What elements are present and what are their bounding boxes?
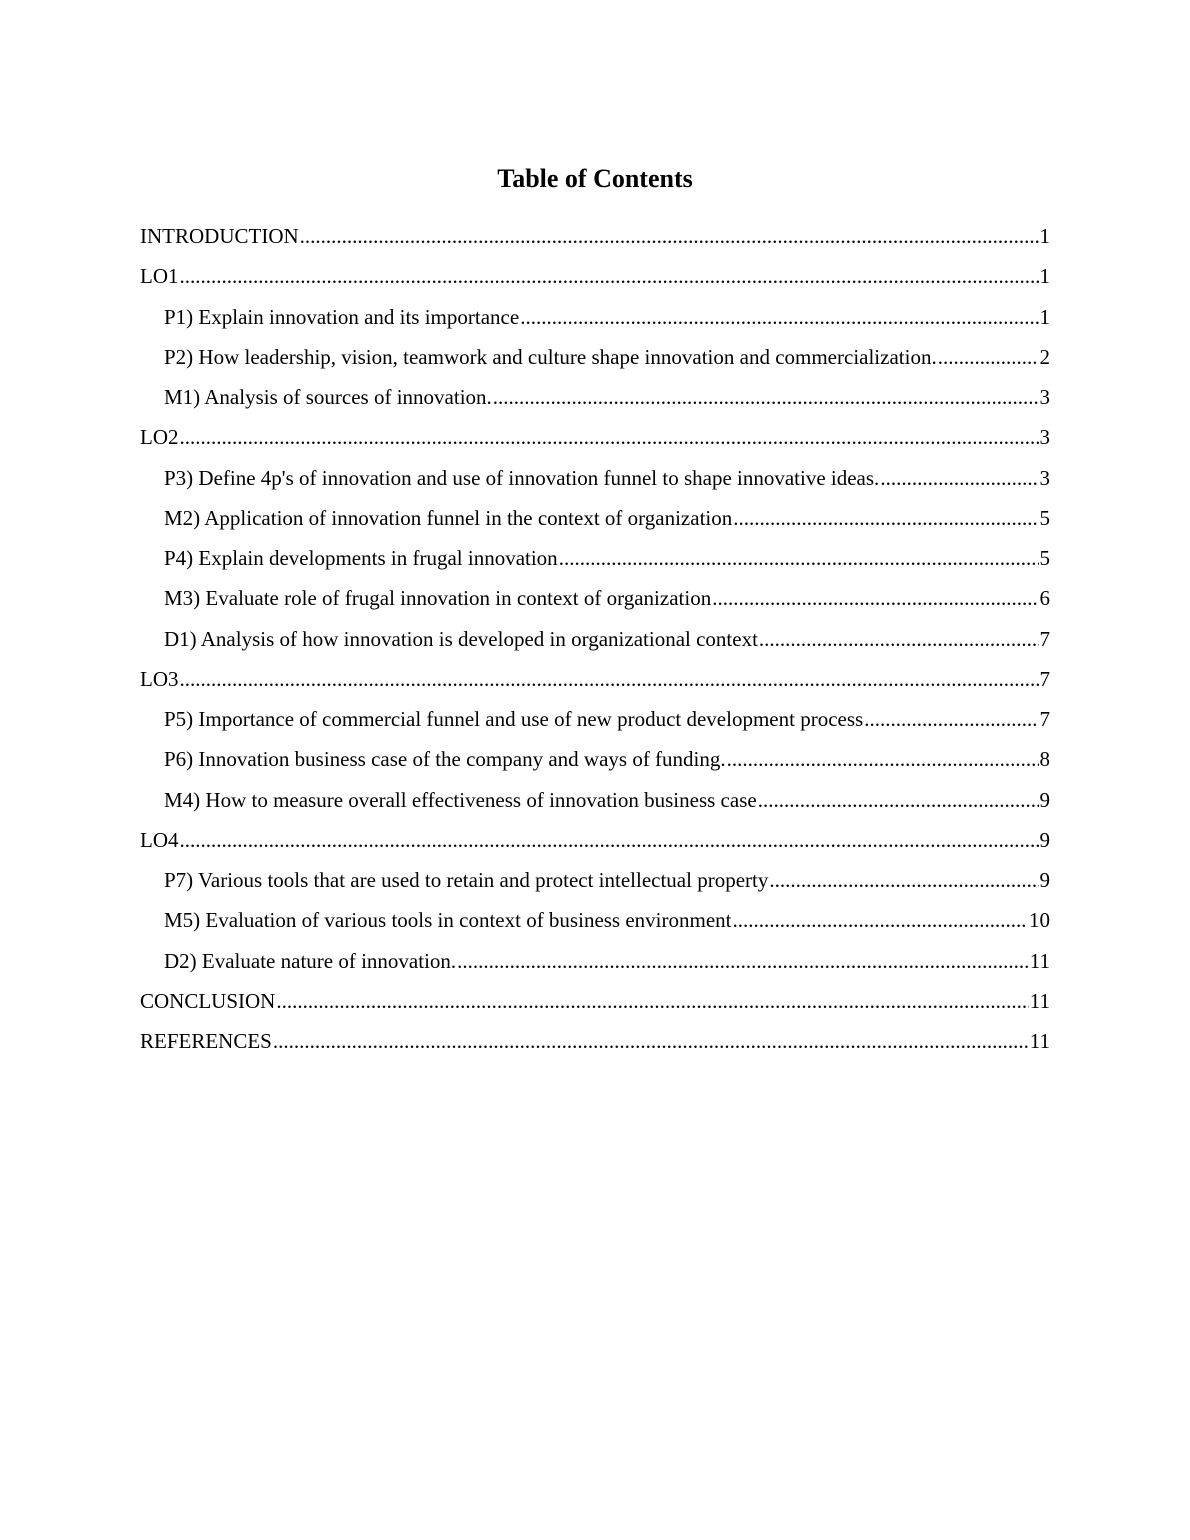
toc-entry-label: M3) Evaluate role of frugal innovation in context of organization — [164, 586, 712, 611]
toc-entry-page: 3 — [1039, 465, 1050, 490]
toc-entry-m5[interactable] — [140, 900, 1050, 940]
toc-entry-p7[interactable] — [140, 860, 1050, 900]
toc-entry-label: M5) Evaluation of various tools in context of business environment — [164, 908, 732, 933]
toc-entry-m2[interactable] — [140, 498, 1050, 538]
toc-leader-dots — [300, 216, 1039, 256]
toc-entry-lo2[interactable] — [140, 417, 1050, 457]
toc-entry-m4[interactable] — [140, 780, 1050, 820]
toc-entry-m3[interactable] — [140, 578, 1050, 618]
toc-leader-dots — [938, 337, 1039, 377]
toc-leader-dots — [520, 297, 1038, 337]
toc-entry-lo3[interactable] — [140, 659, 1050, 699]
toc-entry-d2[interactable] — [140, 941, 1050, 981]
toc-entry-references[interactable] — [140, 1021, 1050, 1061]
toc-entry-label: P2) How leadership, vision, teamwork and culture shape innovation and commercialization. — [164, 344, 937, 369]
toc-entry-page: 3 — [1039, 425, 1050, 450]
toc-entry-page: 11 — [1029, 988, 1050, 1013]
toc-list — [140, 216, 1050, 1061]
toc-leader-dots — [276, 981, 1028, 1021]
toc-leader-dots — [559, 538, 1039, 578]
toc-entry-page: 5 — [1039, 546, 1050, 570]
toc-entry-page: 7 — [1039, 666, 1050, 691]
toc-leader-dots — [733, 498, 1038, 538]
toc-leader-dots — [758, 780, 1039, 820]
toc-entry-label: CONCLUSION — [140, 988, 276, 1013]
toc-leader-dots — [180, 256, 1039, 296]
toc-entry-label: P7) Various tools that are used to retain and protect intellectual property — [164, 868, 769, 892]
toc-entry-introduction[interactable] — [140, 216, 1050, 256]
toc-entry-m1[interactable] — [140, 377, 1050, 417]
toc-entry-page: 9 — [1039, 787, 1050, 812]
toc-entry-page: 1 — [1039, 304, 1050, 329]
toc-entry-page: 1 — [1039, 224, 1050, 248]
toc-entry-page: 7 — [1039, 626, 1050, 651]
toc-entry-page: 5 — [1039, 505, 1050, 530]
toc-entry-label: P6) Innovation business case of the company and ways of funding. — [164, 747, 726, 772]
toc-entry-lo1[interactable] — [140, 256, 1050, 296]
toc-leader-dots — [880, 458, 1038, 498]
toc-entry-label: LO1 — [140, 264, 179, 289]
toc-leader-dots — [180, 659, 1039, 699]
toc-entry-label: LO3 — [140, 666, 179, 691]
toc-entry-label: P1) Explain innovation and its importance — [164, 304, 520, 329]
toc-entry-p2[interactable] — [140, 337, 1050, 377]
toc-leader-dots — [457, 941, 1029, 981]
toc-leader-dots — [759, 619, 1039, 659]
toc-entry-page: 10 — [1029, 908, 1050, 933]
toc-entry-p3[interactable] — [140, 458, 1050, 498]
toc-leader-dots — [273, 1021, 1029, 1061]
toc-entry-page: 7 — [1039, 707, 1050, 731]
toc-entry-page: 1 — [1039, 264, 1050, 289]
toc-entry-label: P3) Define 4p's of innovation and use of innovation funnel to shape innovative ideas. — [164, 465, 880, 490]
toc-entry-label: P4) Explain developments in frugal innovation — [164, 546, 558, 570]
toc-entry-label: D2) Evaluate nature of innovation. — [164, 948, 457, 973]
toc-entry-p6[interactable] — [140, 739, 1050, 779]
toc-entry-page: 11 — [1029, 1029, 1050, 1053]
toc-entry-label: D1) Analysis of how innovation is developed in organizational context — [164, 626, 758, 651]
toc-entry-p1[interactable] — [140, 297, 1050, 337]
toc-leader-dots — [864, 699, 1038, 739]
toc-entry-label: LO4 — [140, 827, 179, 852]
toc-entry-page: 9 — [1039, 827, 1050, 852]
toc-entry-page: 9 — [1039, 868, 1050, 892]
toc-leader-dots — [493, 377, 1039, 417]
toc-title: Table of Contents — [497, 164, 693, 193]
toc-entry-p4[interactable] — [140, 538, 1050, 578]
toc-entry-label: LO2 — [140, 425, 179, 450]
toc-entry-label: P5) Importance of commercial funnel and use of new product development process — [164, 707, 864, 731]
toc-entry-lo4[interactable] — [140, 820, 1050, 860]
toc-leader-dots — [180, 417, 1039, 457]
toc-entry-label: M4) How to measure overall effectiveness of innovation business case — [164, 787, 757, 812]
toc-entry-page: 2 — [1039, 344, 1050, 369]
toc-entry-label: REFERENCES — [140, 1029, 272, 1053]
toc-leader-dots — [712, 578, 1038, 618]
toc-leader-dots — [769, 860, 1038, 900]
toc-entry-page: 6 — [1039, 586, 1050, 611]
toc-leader-dots — [180, 820, 1039, 860]
toc-entry-conclusion[interactable] — [140, 981, 1050, 1021]
toc-entry-label: INTRODUCTION — [140, 224, 299, 248]
toc-entry-page: 8 — [1039, 747, 1050, 772]
toc-leader-dots — [727, 739, 1039, 779]
toc-leader-dots — [733, 900, 1029, 940]
toc-entry-d1[interactable] — [140, 619, 1050, 659]
toc-entry-p5[interactable] — [140, 699, 1050, 739]
toc-entry-label: M1) Analysis of sources of innovation. — [164, 385, 492, 409]
toc-entry-page: 11 — [1029, 948, 1050, 973]
toc-entry-page: 3 — [1039, 385, 1050, 409]
toc-entry-label: M2) Application of innovation funnel in the context of organization — [164, 505, 733, 530]
